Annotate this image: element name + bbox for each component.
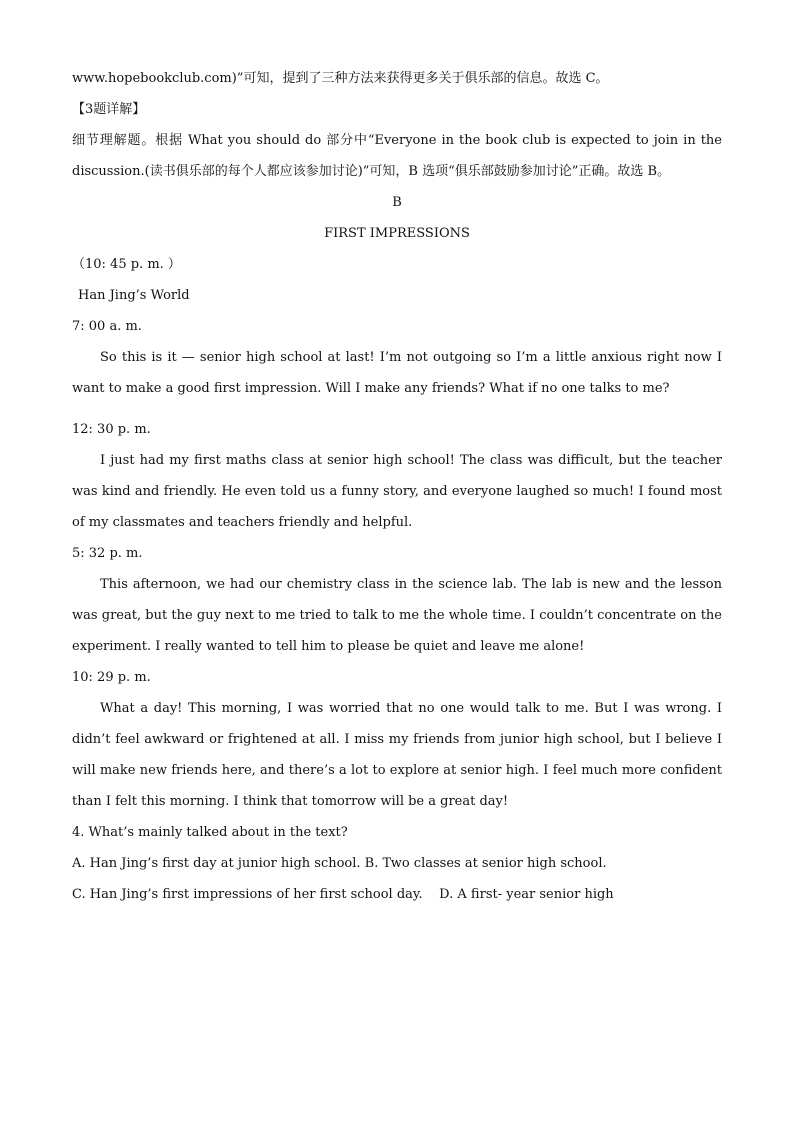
entry-text: What a day! This morning, I was worried that no one would talk to me. But I was wrong. I didn’t feel awkward or frightened at all. I miss my friends from junior high school, but I believe I will make new friends here, and there’s a lot to explore at senior high. I feel much more confident than I felt this morning. I think that tomorrow will be a great day!: [72, 701, 722, 809]
answer-heading: 【3题详解】: [72, 102, 146, 117]
entry-text: So this is it — senior high school at last! I’m not outgoing so I’m a little anxious right now I want to make a good first impression. Will I make any friends? What if no one talks to me?: [72, 350, 722, 396]
answer-explanation: 细节理解题。根据 What you should do 部分中“Everyone in the book club is expected to join in the discussion.(读书俱乐部的每个人都应该参加讨论)”可知，B 选项“俱乐部鼓励参加讨论”正确。故选 B。: [72, 133, 722, 179]
entry-text: I just had my first maths class at senior high school! The class was difficult, but the teacher was kind and friendly. He even told us a funny story, and everyone laughed so much! I found most of my classmates and teachers friendly and helpful.: [72, 453, 722, 530]
passage-title: FIRST IMPRESSIONS: [324, 226, 470, 241]
answer-continuation: www.hopebookclub.com)”可知，提到了三种方法来获得更多关于俱乐部的信息。故选 C。: [72, 71, 609, 86]
entry-time: 12: 30 p. m.: [72, 422, 151, 437]
section-letter: B: [392, 195, 402, 210]
entry-time: 10: 29 p. m.: [72, 670, 151, 685]
question-options-ab: A. Han Jing’s first day at junior high school. B. Two classes at senior high school.: [72, 856, 607, 871]
entry-time: 5: 32 p. m.: [72, 546, 143, 561]
entry-time: 7: 00 a. m.: [72, 319, 142, 334]
question-stem: 4. What’s mainly talked about in the text?: [72, 825, 348, 840]
blog-name: Han Jing’s World: [78, 288, 190, 303]
passage-time-top: （10: 45 p. m. ）: [72, 257, 181, 272]
question-options-cd: C. Han Jing’s first impressions of her first school day. D. A first- year senior high: [72, 887, 614, 902]
entry-text: This afternoon, we had our chemistry class in the science lab. The lab is new and the lesson was great, but the guy next to me tried to talk to me the whole time. I couldn’t concentrate on the experiment. I really wanted to tell him to please be quiet and leave me alone!: [72, 577, 722, 654]
document-content: [72, 63, 722, 910]
